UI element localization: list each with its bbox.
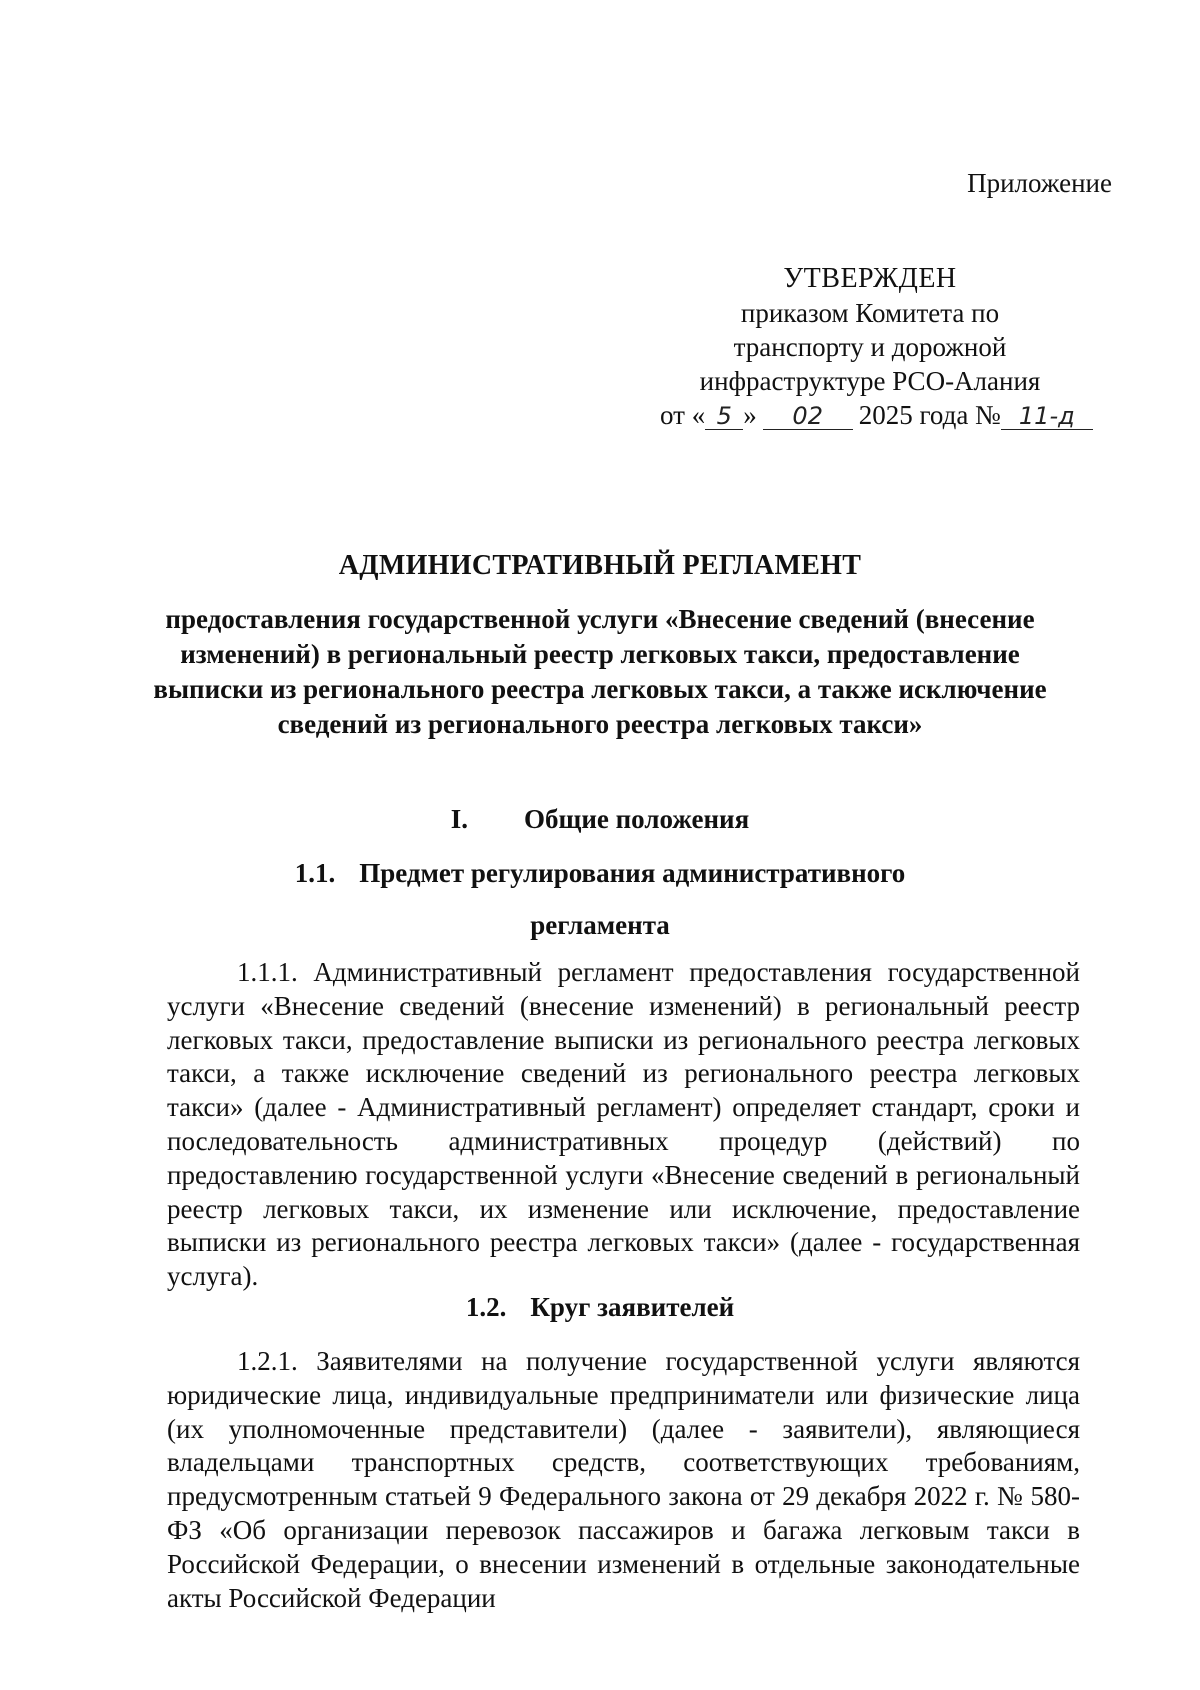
- approval-title: УТВЕРЖДЕН: [783, 263, 957, 294]
- handwritten-order-number: 11-д: [1001, 403, 1093, 430]
- date-mid: »: [743, 400, 757, 430]
- section-title: Предмет регулирования административного: [359, 858, 906, 888]
- approval-line-3: инфраструктуре РСО-Алания: [699, 366, 1041, 396]
- paragraph-1-2-1: 1.2.1. Заявителями на получение государственной услуги являются юридические лица, индивидуальные предприниматели или физические лица (их уполномоченные представители) (далее - заявители), являющиеся владельцами транспортных средств, соответствующих требованиям, предусмотренным статьей 9 Федерального закона от 29 декабря 2022 г. № 580-ФЗ «Об организации перевозок пассажиров и багажа легковым такси в Российской Федерации, о внесении изменений в отдельные законодательные акты Российской Федерации: [167, 1346, 1080, 1613]
- date-prefix: от «: [660, 400, 706, 430]
- section-heading-1-1: [150, 856, 1050, 891]
- approval-line-2: транспорту и дорожной: [733, 332, 1007, 362]
- section-number: I.: [450, 804, 469, 834]
- document-title: АДМИНИСТРАТИВНЫЙ РЕГЛАМЕНТ: [338, 550, 862, 581]
- date-year: 2025 года №: [858, 400, 1001, 430]
- section-heading-1-1-cont: регламента: [530, 910, 670, 940]
- section-number: 1.2.: [465, 1292, 507, 1322]
- section-title: Общие положения: [524, 804, 750, 834]
- section-title: Круг заявителей: [530, 1292, 735, 1322]
- section-number: 1.1.: [294, 858, 336, 888]
- section-heading-1: [150, 802, 1050, 837]
- approval-date-line: [660, 398, 1080, 432]
- handwritten-day: 5: [705, 403, 743, 430]
- appendix-label: Приложение: [967, 168, 1112, 198]
- section-heading-1-2: [150, 1290, 1050, 1325]
- handwritten-month: 02: [763, 403, 853, 430]
- document-subtitle: предоставления государственной услуги «Внесение сведений (внесение изменений) в региональный реестр легковых такси, предоставление выписки из регионального реестра легковых такси, а также исключение сведений из регионального реестра легковых такси»: [153, 604, 1047, 739]
- paragraph-1-1-1: 1.1.1. Административный регламент предоставления государственной услуги «Внесение сведений (внесение изменений) в региональный реестр легковых такси, предоставление выписки из регионального реестра легковых такси, а также исключение сведений из регионального реестра легковых такси» (далее - Административный регламент) определяет стандарт, сроки и последовательность административных процедур (действий) по предоставлению государственной услуги «Внесение сведений в региональный реестр легковых такси, их изменение или исключение, предоставление выписки из регионального реестра легковых такси» (далее - государственная услуга).: [167, 957, 1080, 1292]
- approval-block: [660, 262, 1080, 432]
- approval-line-1: приказом Комитета по: [740, 298, 1000, 328]
